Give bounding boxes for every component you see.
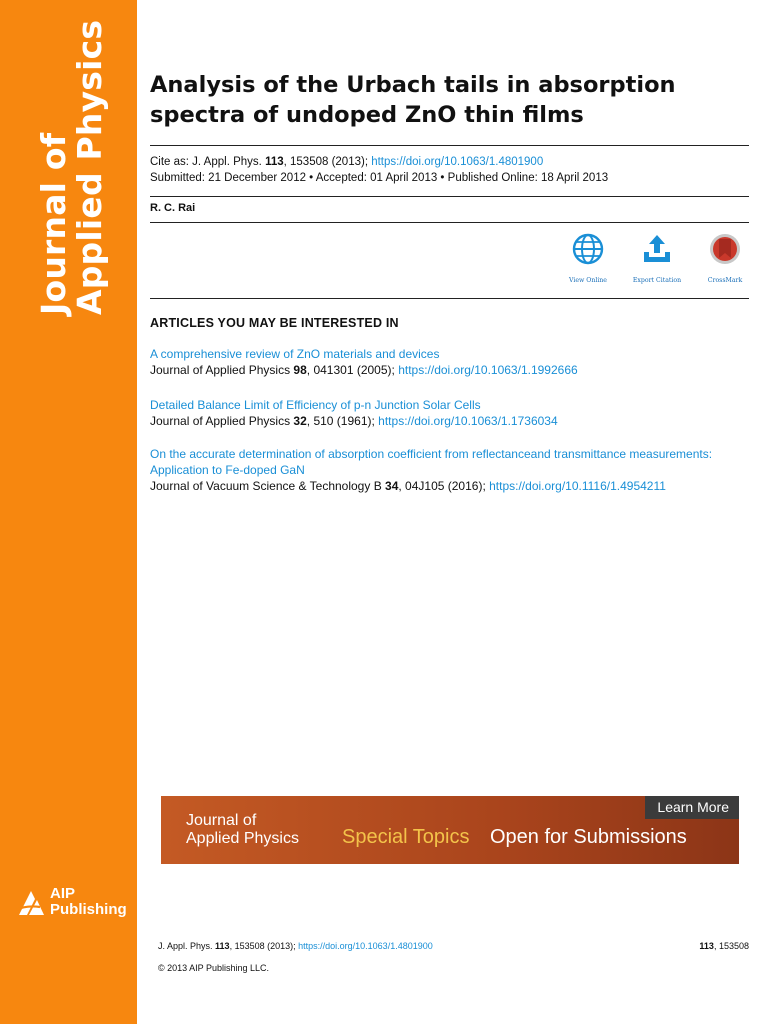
related-article-volume: 34	[385, 479, 399, 493]
banner-open-for-submissions: Open for Submissions	[490, 826, 687, 848]
journal-name-line2: Applied Physics	[70, 19, 109, 315]
citation-line	[150, 154, 608, 170]
related-article-citation	[150, 413, 750, 429]
related-article-citation	[150, 478, 750, 494]
aip-logo-line2: Publishing	[50, 901, 127, 918]
aip-logo-icon	[16, 888, 46, 918]
banner-journal-line1: Journal of	[186, 812, 257, 829]
related-article-volume: 98	[293, 363, 307, 377]
footer-cite-rest: , 153508 (2013);	[229, 941, 299, 951]
footer-doi-link[interactable]: https://doi.org/10.1063/1.4801900	[298, 941, 433, 951]
export-icon	[640, 232, 674, 266]
banner-journal-line2: Applied Physics	[186, 830, 299, 847]
banner-special-topics: Special Topics	[342, 826, 470, 848]
related-article-pages: , 04J105 (2016);	[398, 479, 490, 493]
journal-name-line1: Journal of	[34, 132, 73, 315]
related-article-volume: 32	[293, 414, 307, 428]
paper-title: Analysis of the Urbach tails in absorption spectra of undoped ZnO thin films	[150, 72, 676, 128]
related-article-doi-link[interactable]: https://doi.org/10.1063/1.1992666	[398, 363, 578, 377]
related-article-doi-link[interactable]: https://doi.org/10.1116/1.4954211	[489, 479, 666, 493]
learn-more-button[interactable]: Learn More	[645, 796, 739, 819]
related-article	[150, 346, 750, 378]
special-topics-banner[interactable]	[161, 796, 739, 864]
divider-authors-top	[150, 196, 749, 197]
related-article-doi-link[interactable]: https://doi.org/10.1063/1.1736034	[378, 414, 558, 428]
footer-copyright: © 2013 AIP Publishing LLC.	[158, 963, 270, 973]
footer-page-volume: 113	[699, 941, 714, 951]
aip-logo-line1: AIP	[50, 885, 76, 902]
crossmark-button[interactable]	[697, 232, 753, 284]
related-article-journal: Journal of Vacuum Science & Technology B	[150, 479, 386, 493]
cite-rest: , 153508 (2013);	[283, 156, 372, 168]
related-article	[150, 397, 750, 429]
related-article-title-link[interactable]: Detailed Balance Limit of Efficiency of p-n Junction Solar Cells	[150, 398, 481, 412]
related-article-pages: , 041301 (2005);	[306, 363, 399, 377]
journal-name-vertical	[36, 20, 108, 315]
related-article-title-link[interactable]: On the accurate determination of absorption coefficient from reflectanceand transmittance measurements: Application to Fe-doped GaN	[150, 447, 713, 477]
cite-doi-link[interactable]: https://doi.org/10.1063/1.4801900	[371, 156, 544, 168]
footer-page-reference	[699, 941, 749, 951]
publication-dates: Submitted: 21 December 2012 • Accepted: 01 April 2013 • Published Online: 18 April 2013	[150, 172, 609, 184]
citation-block	[150, 154, 608, 186]
cite-volume: 113	[265, 156, 284, 168]
aip-publishing-logo[interactable]	[16, 886, 128, 922]
view-online-label: View Online	[569, 277, 607, 284]
footer-cite-prefix: J. Appl. Phys.	[158, 941, 216, 951]
footer-cite-volume: 113	[215, 941, 230, 951]
globe-icon	[571, 232, 605, 266]
divider-top	[150, 145, 749, 146]
author-list: R. C. Rai	[150, 202, 196, 214]
related-article-citation	[150, 362, 750, 378]
journal-sidebar	[0, 0, 137, 1024]
crossmark-label: CrossMark	[707, 277, 743, 284]
footer-citation	[158, 941, 433, 951]
related-article-title-link[interactable]: A comprehensive review of ZnO materials and devices	[150, 347, 440, 361]
cite-prefix: Cite as: J. Appl. Phys.	[150, 156, 266, 168]
related-article-journal: Journal of Applied Physics	[150, 414, 294, 428]
export-citation-label: Export Citation	[632, 277, 682, 284]
banner-journal-name	[186, 812, 299, 848]
articles-heading: ARTICLES YOU MAY BE INTERESTED IN	[150, 316, 399, 330]
divider-authors-bottom	[150, 222, 749, 223]
export-citation-button[interactable]	[629, 232, 685, 284]
related-article-pages: , 510 (1961);	[306, 414, 379, 428]
divider-articles	[150, 298, 749, 299]
footer-page-number: , 153508	[713, 941, 749, 951]
related-article	[150, 446, 750, 494]
aip-logo-text	[50, 886, 127, 918]
related-article-journal: Journal of Applied Physics	[150, 363, 294, 377]
crossmark-icon	[708, 232, 742, 266]
view-online-button[interactable]	[560, 232, 616, 284]
